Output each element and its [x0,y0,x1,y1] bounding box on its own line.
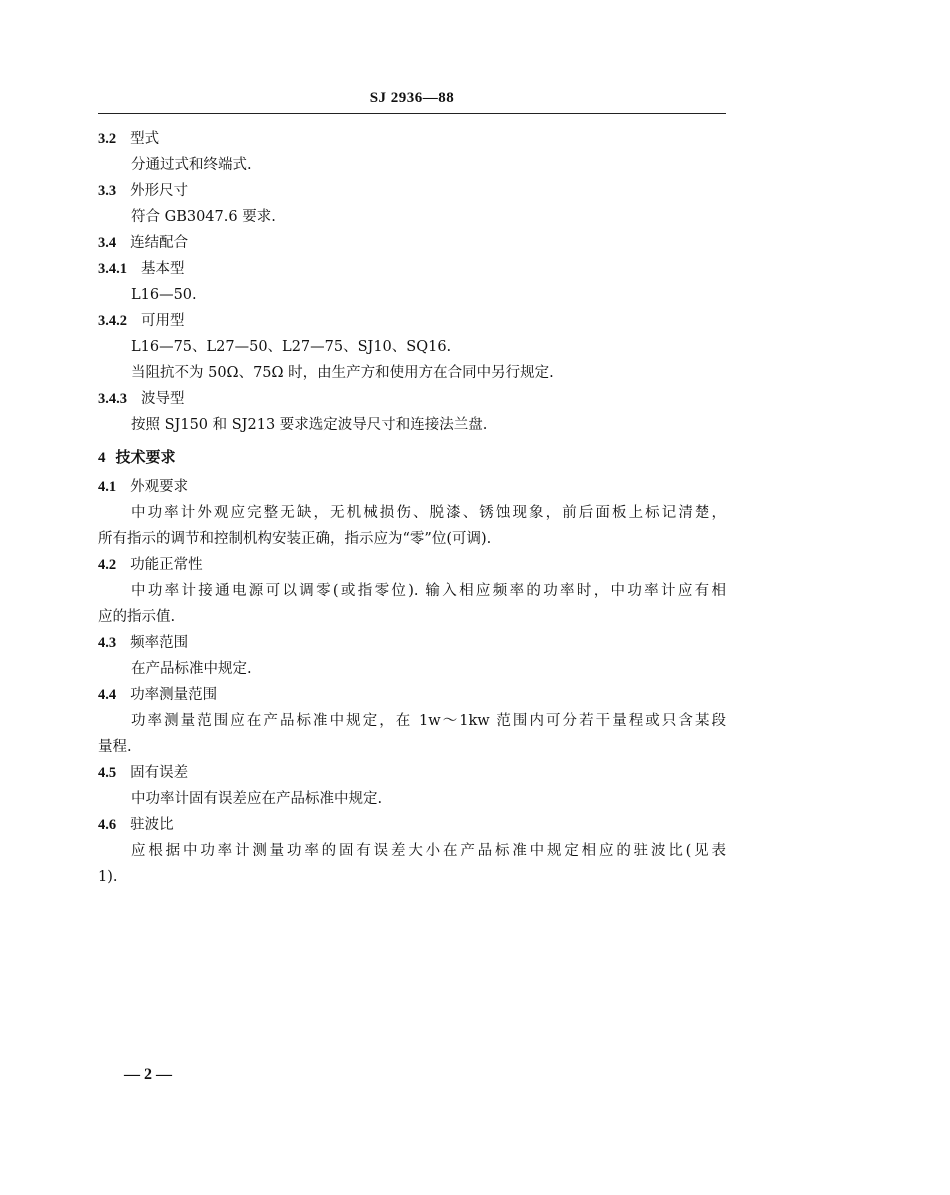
paragraph: 应根据中功率计测量功率的固有误差大小在产品标准中规定相应的驻波比(见表 [131,843,726,859]
section-title: 连结配合 [130,235,189,251]
section-heading-4-2 [98,552,726,578]
document-body [98,126,726,890]
paragraph: 1). [98,869,118,885]
section-title: 功率测量范围 [130,687,218,703]
chapter-heading-4 [98,444,726,470]
section-title: 外形尺寸 [130,183,189,199]
paragraph: L16—50. [131,287,197,303]
section-number: 4.6 [98,817,117,833]
page-number: — 2 — [124,1066,172,1083]
section-heading-3-3 [98,178,726,204]
section-title: 可用型 [141,313,185,329]
section-title: 波导型 [141,391,185,407]
paragraph: 符合 GB3047.6 要求. [131,209,276,225]
section-number: 3.3 [98,183,117,199]
section-heading-3-4-1 [98,256,726,282]
header-rule [98,113,726,114]
chapter-title: 技术要求 [115,448,176,466]
paragraph: 量程. [98,739,132,755]
section-number: 3.4 [98,235,117,251]
section-number: 4.5 [98,765,117,781]
section-number: 3.4.2 [98,313,127,329]
section-heading-4-5 [98,760,726,786]
paragraph: 当阻抗不为 50Ω、75Ω 时，由生产方和使用方在合同中另行规定. [131,365,554,381]
paragraph: 所有指示的调节和控制机构安装正确，指示应为“零”位(可调). [98,531,492,547]
section-number: 3.4.1 [98,261,127,277]
paragraph: 中功率计接通电源可以调零(或指零位). 输入相应频率的功率时，中功率计应有相 [131,583,726,599]
section-number: 4.2 [98,557,117,573]
section-heading-3-4 [98,230,726,256]
paragraph: 在产品标准中规定. [131,661,252,677]
paragraph: 中功率计外观应完整无缺，无机械损伤、脱漆、锈蚀现象，前后面板上标记清楚， [131,505,726,521]
paragraph: 中功率计固有误差应在产品标准中规定. [131,791,383,807]
section-title: 驻波比 [130,817,174,833]
section-title: 频率范围 [130,635,189,651]
section-heading-4-4 [98,682,726,708]
section-heading-3-4-2 [98,308,726,334]
section-title: 型式 [130,131,160,147]
section-heading-4-3 [98,630,726,656]
section-heading-3-4-3 [98,386,726,412]
section-heading-4-1 [98,474,726,500]
section-title: 外观要求 [130,479,189,495]
section-title: 基本型 [141,261,185,277]
section-number: 3.2 [98,131,117,147]
document-code-header: SJ 2936—88 [369,90,455,106]
paragraph: 应的指示值. [98,609,176,625]
section-heading-3-2 [98,126,726,152]
section-number: 4.4 [98,687,117,703]
chapter-number: 4 [98,450,106,466]
paragraph: 功率测量范围应在产品标准中规定，在 1w～1kw 范围内可分若干量程或只含某段 [131,713,726,729]
section-heading-4-6 [98,812,726,838]
section-title: 固有误差 [130,765,189,781]
paragraph: L16—75、L27—50、L27—75、SJ10、SQ16. [131,339,452,355]
paragraph: 按照 SJ150 和 SJ213 要求选定波导尺寸和连接法兰盘. [131,417,488,433]
paragraph: 分通过式和终端式. [131,157,252,173]
section-number: 4.3 [98,635,117,651]
section-number: 4.1 [98,479,117,495]
section-title: 功能正常性 [130,557,203,573]
section-number: 3.4.3 [98,391,127,407]
